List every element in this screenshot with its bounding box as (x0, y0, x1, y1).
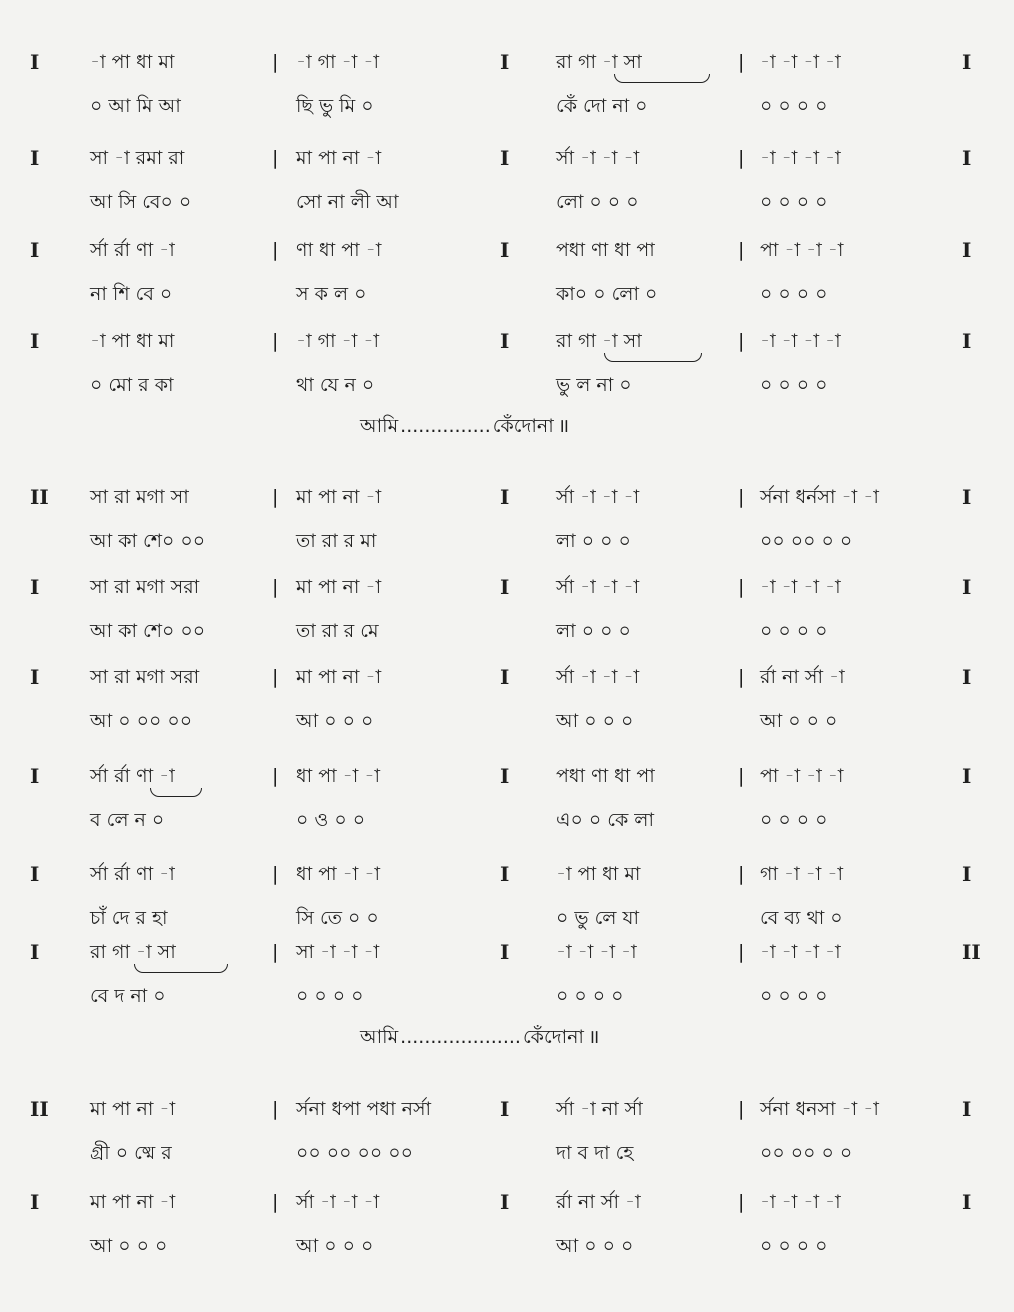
mid-bar-mark: I (500, 238, 510, 262)
lyric-row (0, 280, 1014, 308)
line-start-mark: I (30, 329, 40, 353)
measure-1: -া পা ধা মা (90, 330, 175, 352)
measure-4: -া -া -া -া (760, 941, 841, 963)
notation-row (0, 48, 1014, 76)
measure-1: সা রা মগা সরা (90, 666, 200, 688)
line-start-mark: I (30, 764, 40, 788)
lyric-row (0, 707, 1014, 735)
bar-line: | (738, 239, 745, 261)
lyric-row (0, 904, 1014, 932)
line-end-mark: I (962, 146, 972, 170)
line-start-mark: I (30, 50, 40, 74)
lyric-row (0, 527, 1014, 555)
measure-2: ধা পা -া -া (296, 765, 380, 787)
line-start-mark: I (30, 575, 40, 599)
lyric-segment-3: কা০ ০ লো ০ (556, 283, 658, 305)
bar-line: | (272, 330, 279, 352)
lyric-segment-2: ০০ ০০ ০০ ০০ (296, 1142, 413, 1164)
mid-bar-mark: I (500, 862, 510, 886)
measure-1: র্সা র্রা ণা -া (90, 239, 175, 261)
measure-2: র্সা -া -া -া (296, 1191, 380, 1213)
lyric-segment-2: স ক ল ০ (296, 283, 367, 305)
bar-line: | (272, 941, 279, 963)
measure-4: -া -া -া -া (760, 576, 841, 598)
refrain-mark: ॥ (557, 415, 570, 437)
lyric-segment-3: ০ ০ ০ ০ (556, 985, 624, 1007)
lyric-segment-2: তা রা র মে (296, 620, 379, 642)
line-end-mark: I (962, 485, 972, 509)
mid-bar-mark: I (500, 1097, 510, 1121)
measure-4: -া -া -া -া (760, 330, 841, 352)
mid-bar-mark: I (500, 575, 510, 599)
mid-bar-mark: I (500, 940, 510, 964)
bar-line: | (738, 576, 745, 598)
lyric-segment-2: আ ০ ০ ০ (296, 710, 374, 732)
notation-row (0, 144, 1014, 172)
mid-bar-mark: I (500, 329, 510, 353)
measure-3: র্সা -া -া -া (556, 666, 640, 688)
line-start-mark: I (30, 146, 40, 170)
measure-3: র্সা -া -া -া (556, 576, 640, 598)
line-start-mark: II (30, 1097, 49, 1121)
bar-line: | (272, 147, 279, 169)
bar-line: | (738, 51, 745, 73)
measure-4: গা -া -া -া (760, 863, 844, 885)
lyric-row (0, 188, 1014, 216)
bar-line: | (272, 239, 279, 261)
bar-line: | (272, 486, 279, 508)
slur-mark (614, 74, 710, 83)
notation-row (0, 327, 1014, 355)
lyric-segment-1: আ ০ ০০ ০০ (90, 710, 193, 732)
line-start-mark: I (30, 940, 40, 964)
line-end-mark: I (962, 1097, 972, 1121)
lyric-segment-4: ০ ০ ০ ০ (760, 283, 828, 305)
slur-mark (604, 353, 702, 362)
notation-row (0, 573, 1014, 601)
bar-line: | (738, 765, 745, 787)
lyric-segment-3: লো ০ ০ ০ (556, 191, 639, 213)
lyric-row (0, 92, 1014, 120)
lyric-row (0, 806, 1014, 834)
lyric-segment-1: ০ মো র কা (90, 374, 174, 396)
measure-4: -া -া -া -া (760, 51, 841, 73)
lyric-segment-2: সো না লী আ (296, 191, 399, 213)
refrain-dots: .................... (400, 1026, 521, 1048)
line-end-mark: I (962, 50, 972, 74)
lyric-segment-4: ০ ০ ০ ০ (760, 620, 828, 642)
lyric-segment-4: ০ ০ ০ ০ (760, 191, 828, 213)
line-end-mark: I (962, 764, 972, 788)
bar-line: | (738, 1098, 745, 1120)
bar-line: | (272, 765, 279, 787)
bar-line: | (272, 51, 279, 73)
measure-3: র্সা -া -া -া (556, 486, 640, 508)
refrain-cue (360, 412, 569, 440)
measure-3: র্রা না র্সা -া (556, 1191, 641, 1213)
refrain-start: আমি (360, 1026, 399, 1048)
lyric-segment-3: আ ০ ০ ০ (556, 1235, 634, 1257)
mid-bar-mark: I (500, 764, 510, 788)
lyric-segment-3: ভু ল না ০ (556, 374, 632, 396)
notation-row (0, 762, 1014, 790)
bar-line: | (738, 147, 745, 169)
lyric-segment-2: ০ ও ০ ০ (296, 809, 366, 831)
lyric-segment-1: আ সি বে০ ০ (90, 191, 192, 213)
measure-1: র্সা র্রা ণা -া (90, 765, 175, 787)
measure-3: পধা ণা ধা পা (556, 239, 655, 261)
measure-3: র্সা -া -া -া (556, 147, 640, 169)
lyric-segment-1: আ কা শে০ ০০ (90, 620, 206, 642)
refrain-end: কেঁদোনা (492, 415, 554, 437)
lyric-row (0, 617, 1014, 645)
bar-line: | (738, 666, 745, 688)
measure-1: রা গা -া সা (90, 941, 176, 963)
measure-4: -া -া -া -া (760, 1191, 841, 1213)
refrain-mark: ॥ (587, 1026, 600, 1048)
bar-line: | (272, 863, 279, 885)
lyric-segment-1: ব লে ন ০ (90, 809, 165, 831)
line-end-mark: II (962, 940, 981, 964)
line-start-mark: I (30, 862, 40, 886)
measure-4: পা -া -া -া (760, 765, 844, 787)
line-start-mark: I (30, 238, 40, 262)
lyric-segment-4: ০ ০ ০ ০ (760, 985, 828, 1007)
lyric-segment-2: আ ০ ০ ০ (296, 1235, 374, 1257)
measure-1: মা পা না -া (90, 1191, 176, 1213)
bar-line: | (272, 666, 279, 688)
lyric-segment-2: থা যে ন ০ (296, 374, 375, 396)
lyric-segment-3: দা ব দা হে (556, 1142, 634, 1164)
lyric-segment-1: ০ আ মি আ (90, 95, 181, 117)
bar-line: | (738, 1191, 745, 1213)
measure-4: র্সনা ধর্নসা -া -া (760, 486, 879, 508)
bar-line: | (738, 330, 745, 352)
measure-1: -া পা ধা মা (90, 51, 175, 73)
lyric-segment-3: এ০ ০ কে লা (556, 809, 654, 831)
lyric-segment-3: লা ০ ০ ০ (556, 530, 631, 552)
notation-row (0, 1095, 1014, 1123)
mid-bar-mark: I (500, 50, 510, 74)
lyric-segment-1: চাঁ দে র হা (90, 907, 168, 929)
bar-line: | (272, 1098, 279, 1120)
lyric-row (0, 982, 1014, 1010)
lyric-segment-4: ০ ০ ০ ০ (760, 374, 828, 396)
measure-3: রা গা -া সা (556, 51, 642, 73)
lyric-segment-1: আ কা শে০ ০০ (90, 530, 206, 552)
measure-2: র্সনা ধপা পধা নর্সা (296, 1098, 432, 1120)
lyric-segment-1: আ ০ ০ ০ (90, 1235, 168, 1257)
measure-2: সা -া -া -া (296, 941, 380, 963)
refrain-dots: ............... (400, 415, 491, 437)
measure-1: সা -া রমা রা (90, 147, 185, 169)
mid-bar-mark: I (500, 146, 510, 170)
lyric-segment-3: লা ০ ০ ০ (556, 620, 631, 642)
measure-3: র্সা -া না র্সা (556, 1098, 643, 1120)
lyric-segment-3: ০ ভু লে যা (556, 907, 639, 929)
bar-line: | (738, 863, 745, 885)
mid-bar-mark: I (500, 1190, 510, 1214)
notation-row (0, 236, 1014, 264)
slur-mark (150, 788, 202, 797)
measure-3: -া পা ধা মা (556, 863, 641, 885)
bar-line: | (738, 486, 745, 508)
bar-line: | (738, 941, 745, 963)
measure-4: পা -া -া -া (760, 239, 844, 261)
measure-2: ণা ধা পা -া (296, 239, 382, 261)
lyric-segment-4: ০ ০ ০ ০ (760, 95, 828, 117)
measure-4: র্রা না র্সা -া (760, 666, 845, 688)
notation-row (0, 1188, 1014, 1216)
line-end-mark: I (962, 665, 972, 689)
line-end-mark: I (962, 238, 972, 262)
lyric-segment-4: ০ ০ ০ ০ (760, 809, 828, 831)
line-end-mark: I (962, 1190, 972, 1214)
measure-2: ধা পা -া -া (296, 863, 380, 885)
measure-2: মা পা না -া (296, 576, 382, 598)
measure-3: পধা ণা ধা পা (556, 765, 655, 787)
mid-bar-mark: I (500, 485, 510, 509)
lyric-row (0, 371, 1014, 399)
lyric-segment-4: আ ০ ০ ০ (760, 710, 838, 732)
lyric-row (0, 1139, 1014, 1167)
refrain-start: আমি (360, 415, 399, 437)
measure-2: -া গা -া -া (296, 330, 380, 352)
measure-3: রা গা -া সা (556, 330, 642, 352)
lyric-segment-2: ছি ভু মি ০ (296, 95, 374, 117)
notation-row (0, 860, 1014, 888)
mid-bar-mark: I (500, 665, 510, 689)
notation-row (0, 938, 1014, 966)
line-start-mark: I (30, 665, 40, 689)
lyric-segment-2: তা রা র মা (296, 530, 377, 552)
lyric-segment-1: গ্রী ০ ষ্মে র (90, 1142, 172, 1164)
measure-2: -া গা -া -া (296, 51, 380, 73)
slur-mark (134, 964, 228, 973)
lyric-segment-2: সি তে ০ ০ (296, 907, 379, 929)
lyric-row (0, 1232, 1014, 1260)
line-start-mark: I (30, 1190, 40, 1214)
bar-line: | (272, 1191, 279, 1213)
measure-2: মা পা না -া (296, 147, 382, 169)
lyric-segment-3: আ ০ ০ ০ (556, 710, 634, 732)
lyric-segment-2: ০ ০ ০ ০ (296, 985, 364, 1007)
lyric-segment-1: না শি বে ০ (90, 283, 173, 305)
notation-row (0, 483, 1014, 511)
lyric-segment-4: বে ব্য থা ০ (760, 907, 843, 929)
line-end-mark: I (962, 862, 972, 886)
line-start-mark: II (30, 485, 49, 509)
lyric-segment-3: কেঁ দো না ০ (556, 95, 648, 117)
measure-2: মা পা না -া (296, 666, 382, 688)
measure-2: মা পা না -া (296, 486, 382, 508)
lyric-segment-4: ০০ ০০ ০ ০ (760, 530, 853, 552)
measure-1: র্সা র্রা ণা -া (90, 863, 175, 885)
measure-4: র্সনা ধনসা -া -া (760, 1098, 879, 1120)
lyric-segment-1: বে দ না ০ (90, 985, 166, 1007)
bar-line: | (272, 576, 279, 598)
line-end-mark: I (962, 329, 972, 353)
lyric-segment-4: ০ ০ ০ ০ (760, 1235, 828, 1257)
measure-1: সা রা মগা সা (90, 486, 189, 508)
notation-row (0, 663, 1014, 691)
lyric-segment-4: ০০ ০০ ০ ০ (760, 1142, 853, 1164)
measure-1: মা পা না -া (90, 1098, 176, 1120)
refrain-cue (360, 1023, 599, 1051)
measure-3: -া -া -া -া (556, 941, 637, 963)
measure-4: -া -া -া -া (760, 147, 841, 169)
line-end-mark: I (962, 575, 972, 599)
measure-1: সা রা মগা সরা (90, 576, 200, 598)
refrain-end: কেঁদোনা (522, 1026, 584, 1048)
